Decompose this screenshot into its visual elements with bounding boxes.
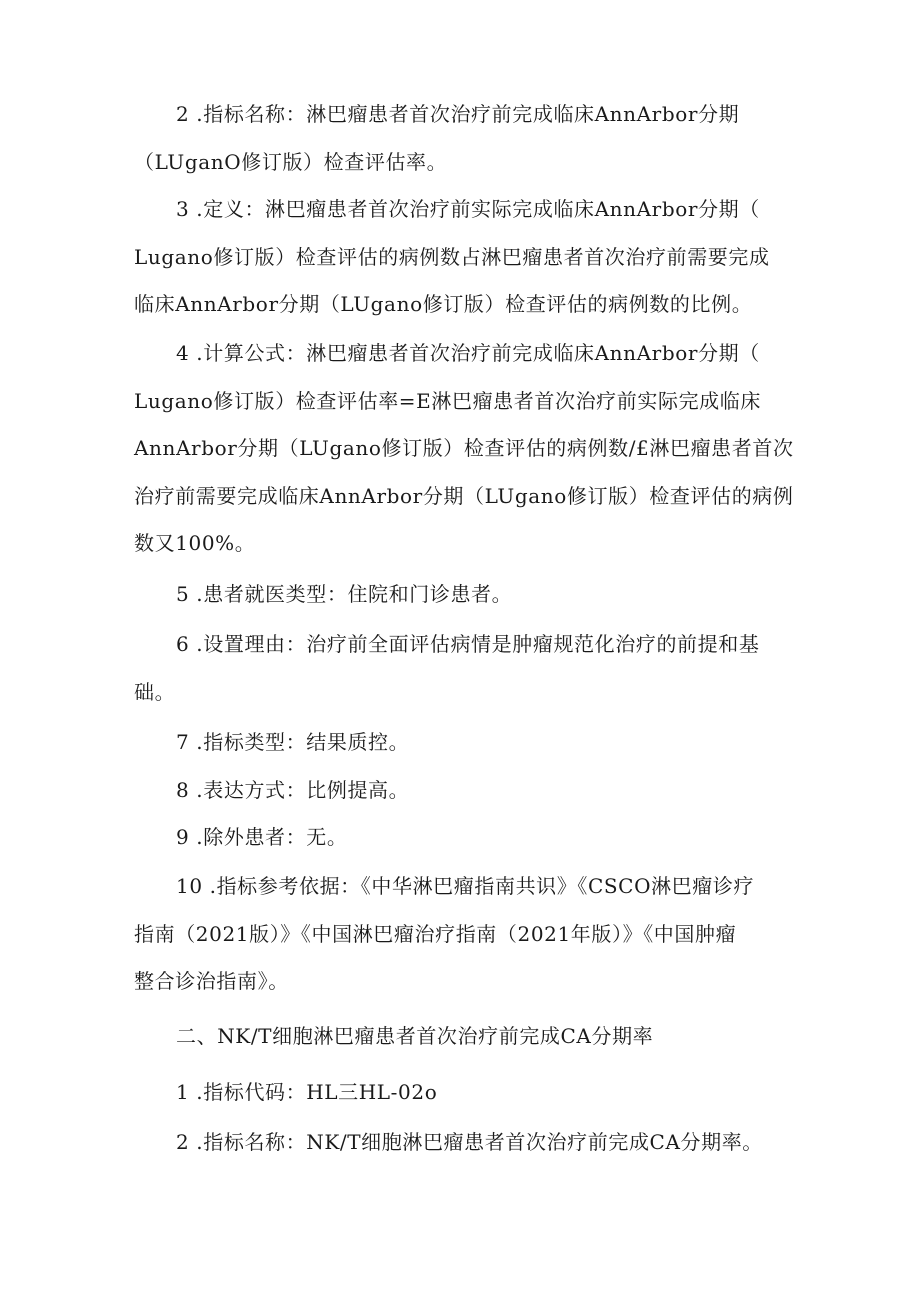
text-line: 5 .患者就医类型：住院和门诊患者。 [176, 582, 513, 606]
section-heading [134, 1013, 794, 1061]
paragraph-exclusion [134, 814, 794, 862]
paragraph-expression [134, 767, 794, 815]
paragraph-definition [134, 186, 794, 329]
text-line: 4 .计算公式：淋巴瘤患者首次治疗前完成临床AnnArbor分期（ [176, 341, 760, 365]
text-line: 3 .定义：淋巴瘤患者首次治疗前实际完成临床AnnArbor分期（ [176, 197, 760, 221]
paragraph-formula [134, 330, 794, 568]
paragraph-reason [134, 621, 794, 716]
text-line: 础。 [134, 679, 176, 704]
text-line: 指南（2021版）》《中国淋巴瘤治疗指南（2021年版）》《中国肿瘤 [134, 921, 737, 946]
paragraph-indicator-name [134, 91, 794, 186]
paragraph-patient-type [134, 571, 794, 619]
text-line: 6 .设置理由：治疗前全面评估病情是肿瘤规范化治疗的前提和基 [176, 632, 760, 656]
paragraph-section2-indicator-name [134, 1119, 794, 1167]
text-line: 8 .表达方式：比例提高。 [176, 778, 410, 802]
text-line: 临床AnnArbor分期（LUgano修订版）检查评估的病例数的比例。 [134, 292, 753, 316]
text-line: 治疗前需要完成临床AnnArbor分期（LUgano修订版）检查评估的病例 [134, 483, 794, 508]
text-line: 2 .指标名称：淋巴瘤患者首次治疗前完成临床AnnArbor分期 [176, 102, 740, 126]
text-line: 整合诊治指南》。 [134, 969, 289, 993]
text-line: 10 .指标参考依据：《中华淋巴瘤指南共识》《CSCO淋巴瘤诊疗 [176, 874, 755, 898]
paragraph-reference [134, 863, 794, 1006]
paragraph-indicator-type [134, 719, 794, 767]
text-line: 数又100%。 [134, 531, 256, 555]
text-line: （LUganO修订版）检查评估率。 [134, 149, 448, 174]
text-line: 二、NK/T细胞淋巴瘤患者首次治疗前完成CA分期率 [176, 1024, 654, 1048]
text-line: 1 .指标代码：HL三HL-02o [176, 1080, 438, 1104]
text-line: Lugano修订版）检查评估率=E淋巴瘤患者首次治疗前实际完成临床 [134, 388, 761, 413]
text-line: AnnArbor分期（LUgano修订版）检查评估的病例数/£淋巴瘤患者首次 [134, 436, 794, 460]
text-line: 2 .指标名称：NK/T细胞淋巴瘤患者首次治疗前完成CA分期率。 [176, 1130, 763, 1154]
text-line: 7 .指标类型：结果质控。 [176, 730, 410, 754]
paragraph-indicator-code [134, 1069, 794, 1117]
text-line: 9 .除外患者：无。 [176, 825, 348, 849]
text-line: Lugano修订版）检查评估的病例数占淋巴瘤患者首次治疗前需要完成 [134, 244, 770, 269]
